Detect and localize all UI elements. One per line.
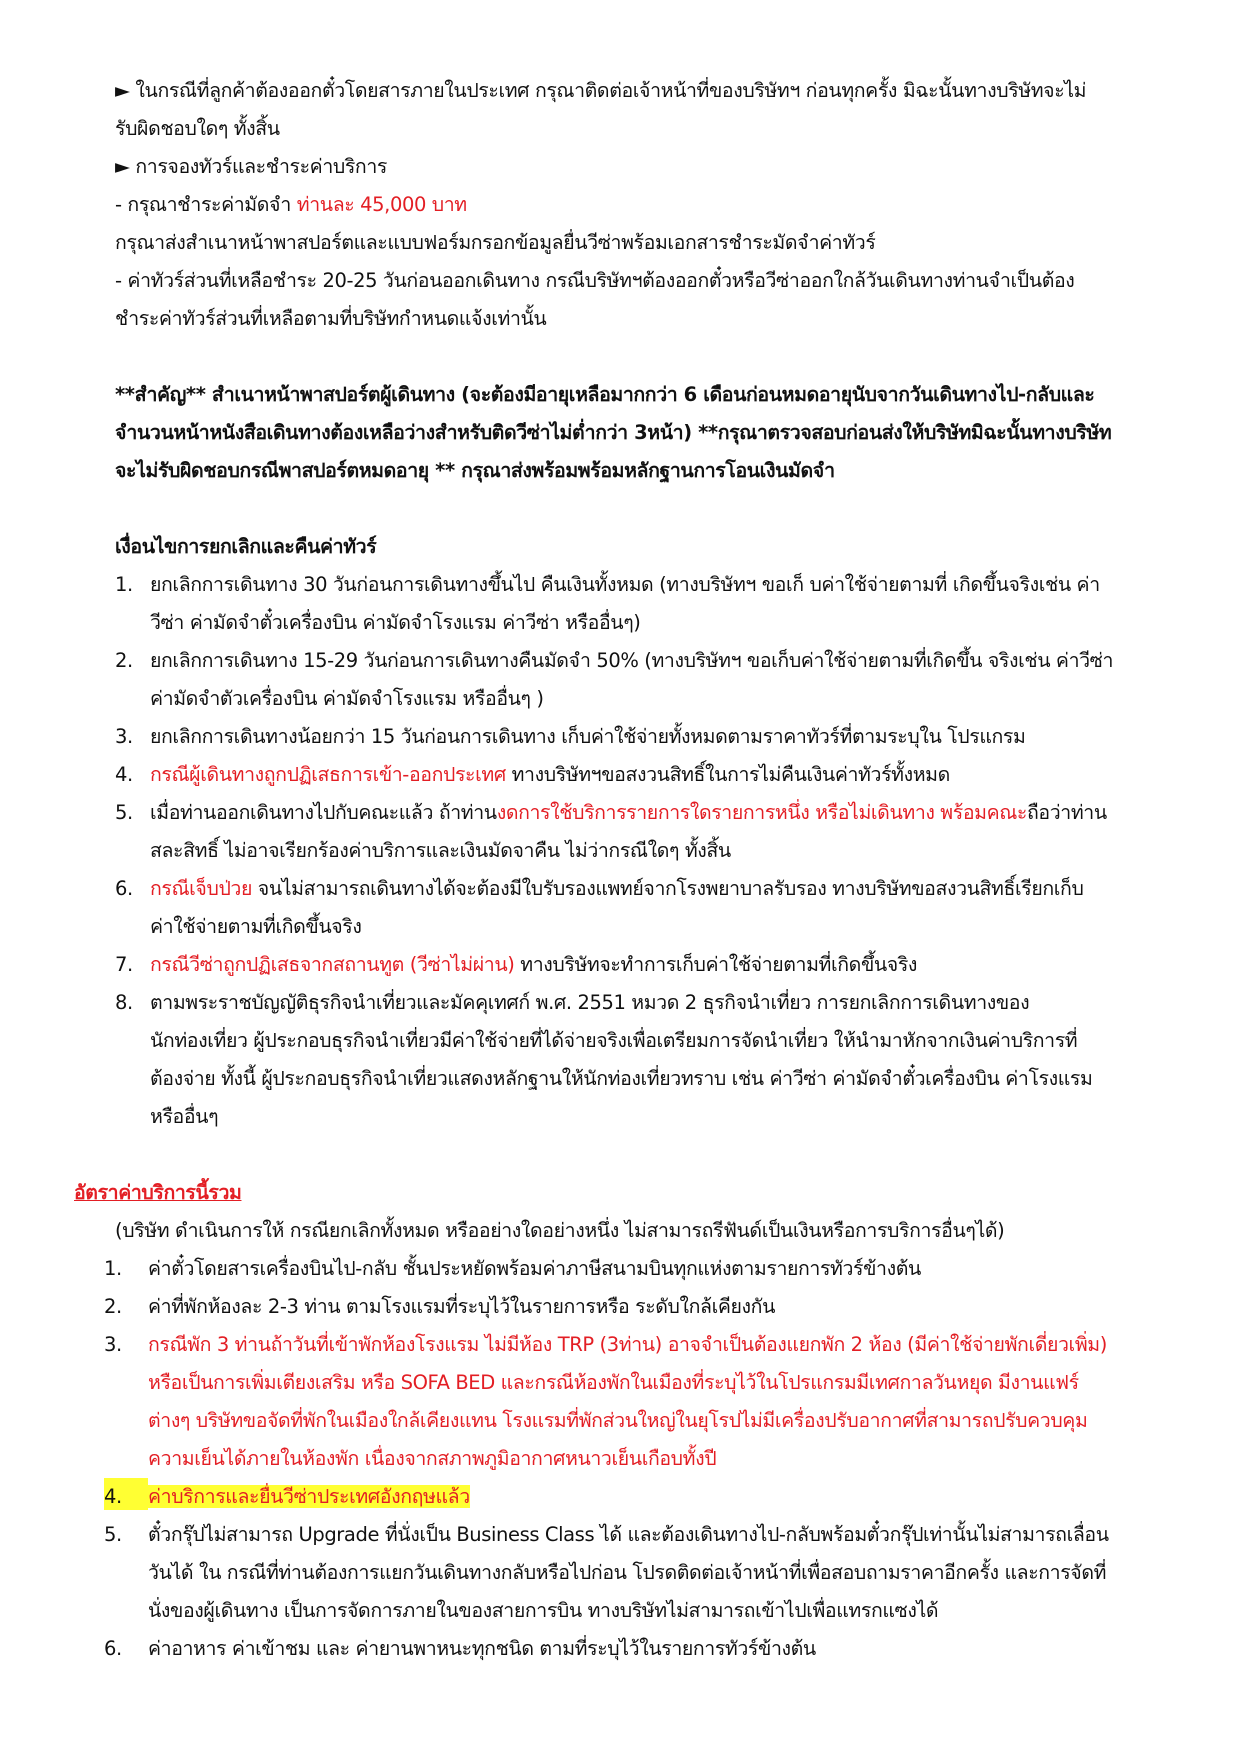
rates-title: อัตราค่าบริการนี้รวม: [74, 1181, 242, 1204]
cancel-item-5-text-a: เมื่อท่านออกเดินทางไปกับคณะแล้ว ถ้าท่าน: [150, 801, 497, 824]
intro-line-5: กรุณาส่งสำเนาหน้าพาสปอร์ตและแบบฟอร์มกรอกข้อมูลยื่นวีซ่าพร้อมเอกสารชำระมัดจำค่าทัวร์: [115, 231, 876, 254]
cancel-item-6-cont: ค่าใช้จ่ายตามที่เกิดขึ้นจริง: [150, 915, 362, 938]
cancel-item-1: ยกเลิกการเดินทาง 30 วันก่อนการเดินทางขึ้นไป คืนเงินทั้งหมด (ทางบริษัทฯ ขอเก็ บค่าใช้จ่ายตามที่ เกิดขึ้นจริงเช่น ค่า: [150, 573, 1100, 596]
booking-heading: ► การจองทัวร์และชำระค่าบริการ: [115, 155, 387, 178]
cancel-num-4: 4.: [115, 763, 133, 786]
intro-line-6: - ค่าทัวร์ส่วนที่เหลือชำระ 20-25 วันก่อนออกเดินทาง กรณีบริษัทฯต้องออกตั๋วหรือวีซ่าออกใกล้วันเดินทางท่านจำเป็นต้อง: [115, 269, 1075, 292]
cancel-title: เงื่อนไขการยกเลิกและคืนค่าทัวร์: [115, 535, 377, 558]
rates-item-5: ตั๋วกรุ๊ปไม่สามารถ Upgrade ที่นั่งเป็น Business Class ได้ และต้องเดินทางไป-กลับพร้อมตั๋วกรุ๊ปเท่านั้นไม่สามารถเลื่อน: [148, 1523, 1109, 1546]
cancel-num-3: 3.: [115, 725, 133, 748]
deposit-line: [115, 186, 467, 224]
rates-item-1: ค่าตั๋วโดยสารเครื่องบินไป-กลับ ชั้นประหยัดพร้อมค่าภาษีสนามบินทุกแห่งตามรายการทัวร์ข้างต้น: [148, 1257, 921, 1280]
cancel-item-8-cont-1: นักท่องเที่ยว ผู้ประกอบธุรกิจนำเที่ยวมีค่าใช้จ่ายที่ได้จ่ายจริงเพื่อเตรียมการจัดนำเที่ยว ให้นำมาหักจากเงินค่าบริการที่: [150, 1029, 1078, 1052]
cancel-item-8: ตามพระราชบัญญัติธุรกิจนำเที่ยวและมัคคุเทศก์ พ.ศ. 2551 หมวด 2 ธุรกิจนำเที่ยว การยกเลิกการเดินทางของ: [150, 991, 1030, 1014]
cancel-item-5-cont: สละสิทธิ์ ไม่อาจเรียกร้องค่าบริการและเงินมัดจาคืน ไม่ว่ากรณีใดๆ ทั้งสิ้น: [150, 839, 731, 862]
rates-item-2: ค่าที่พักห้องละ 2-3 ท่าน ตามโรงแรมที่ระบุไว้ในรายการหรือ ระดับใกล้เคียงกัน: [148, 1295, 775, 1318]
rates-item-6: ค่าอาหาร ค่าเข้าชม และ ค่ายานพาหนะทุกชนิด ตามที่ระบุไว้ในรายการทัวร์ข้างต้น: [148, 1637, 816, 1660]
cancel-item-8-cont-2: ต้องจ่าย ทั้งนี้ ผู้ประกอบธุรกิจนำเที่ยวแสดงหลักฐานให้นักท่องเที่ยวทราบ เช่น ค่าวีซ่า ค่ามัดจำตั๋วเครื่องบิน ค่าโรงแรม: [150, 1067, 1093, 1090]
intro-line-2: รับผิดชอบใดๆ ทั้งสิ้น: [115, 117, 280, 140]
cancel-item-4-text: ทางบริษัทฯขอสงวนสิทธิ์ในการไม่คืนเงินค่าทัวร์ทั้งหมด: [505, 763, 950, 786]
important-line-2: จำนวนหน้าหนังสือเดินทางต้องเหลือว่างสำหรับติดวีซ่าไม่ต่ำกว่า 3หน้า) **กรุณาตรวจสอบก่อนส่งให้บริษัทมิฉะนั้นทางบริษัท: [115, 421, 1112, 444]
cancel-num-7: 7.: [115, 953, 133, 976]
cancel-item-5-highlight: งดการใช้บริการรายการใดรายการหนึ่ง หรือไม่เดินทาง พร้อมคณะ: [496, 801, 1028, 824]
cancel-item-5-text-c: ถือว่าท่าน: [1027, 801, 1107, 824]
important-line-3: จะไม่รับผิดชอบกรณีพาสปอร์ตหมดอายุ ** กรุณาส่งพร้อมพร้อมหลักฐานการโอนเงินมัดจำ: [115, 459, 835, 482]
rates-item-4-highlight: ค่าบริการและยื่นวีซ่าประเทศอังกฤษแล้ว: [148, 1485, 470, 1508]
rates-item-5-cont-1: วันได้ ใน กรณีที่ท่านต้องการแยกวันเดินทางกลับหรือไปก่อน โปรดติดต่อเจ้าหน้าที่เพื่อสอบถามราคาอีกครั้ง และการจัดที่: [148, 1561, 1107, 1584]
rates-num-4: 4.: [104, 1478, 148, 1510]
cancel-item-2: ยกเลิกการเดินทาง 15-29 วันก่อนการเดินทางคืนมัดจำ 50% (ทางบริษัทฯ ขอเก็บค่าใช้จ่ายตามที่เกิดขึ้น จริงเช่น ค่าวีซ่า: [150, 649, 1114, 672]
cancel-item-7-text: ทางบริษัทจะทำการเก็บค่าใช้จ่ายตามที่เกิดขึ้นจริง: [514, 953, 918, 976]
cancel-item-3: ยกเลิกการเดินทางน้อยกว่า 15 วันก่อนการเดินทาง เก็บค่าใช้จ่ายทั้งหมดตามราคาทัวร์ที่ตามระบุใน โปรแกรม: [150, 725, 1026, 748]
rates-num-5: 5.: [104, 1523, 122, 1546]
cancel-item-8-cont-3: หรืออื่นๆ: [150, 1105, 219, 1128]
rates-item-3-cont-3: ความเย็นได้ภายในห้องพัก เนื่องจากสภาพภูมิอากาศหนาวเย็นเกือบทั้งปี: [148, 1447, 717, 1470]
rates-item-3: กรณีพัก 3 ท่านถ้าวันที่เข้าพักห้องโรงแรม ไม่มีห้อง TRP (3ท่าน) อาจจำเป็นต้องแยกพัก 2 ห้อง (มีค่าใช้จ่ายพักเดี่ยวเพิ่ม): [148, 1333, 1107, 1356]
rates-item-5-cont-2: นั่งของผู้เดินทาง เป็นการจัดการภายในของสายการบิน ทางบริษัทไม่สามารถเข้าไปเพื่อแทรกแซงได้: [148, 1599, 939, 1622]
intro-line-7: ชำระค่าทัวร์ส่วนที่เหลือตามที่บริษัทกำหนดแจ้งเท่านั้น: [115, 307, 547, 330]
rates-num-6: 6.: [104, 1637, 122, 1660]
cancel-item-7-highlight: กรณีวีซ่าถูกปฏิเสธจากสถานทูต (วีซ่าไม่ผ่าน): [150, 953, 515, 976]
cancel-item-6: [150, 870, 1083, 908]
rates-note: (บริษัท ดำเนินการให้ กรณียกเลิกทั้งหมด หรืออย่างใดอย่างหนึ่ง ไม่สามารถรีฟันด์เป็นเงินหรือการบริการอื่นๆได้): [115, 1219, 1005, 1242]
important-line-1: **สำคัญ** สำเนาหน้าพาสปอร์ตผู้เดินทาง (จะต้องมีอายุเหลือมากกว่า 6 เดือนก่อนหมดอายุนับจากวันเดินทางไป-กลับและ: [115, 383, 1095, 406]
cancel-item-6-highlight: กรณีเจ็บป่วย: [150, 877, 252, 900]
cancel-num-6: 6.: [115, 877, 133, 900]
cancel-num-5: 5.: [115, 801, 133, 824]
rates-item-3-cont-2: ต่างๆ บริษัทขอจัดที่พักในเมืองใกล้เคียงแทน โรงแรมที่พักส่วนใหญ่ในยุโรปไม่มีเครื่องปรับอากาศที่สามารถปรับควบคุม: [148, 1409, 1088, 1432]
cancel-item-7: [150, 946, 917, 984]
cancel-num-1: 1.: [115, 573, 133, 596]
rates-item-4: [148, 1478, 470, 1516]
cancel-item-1-cont: วีซ่า ค่ามัดจำตั๋วเครื่องบิน ค่ามัดจำโรงแรม ค่าวีซ่า หรืออื่นๆ): [150, 611, 641, 634]
cancel-item-6-text: จนไม่สามารถเดินทางได้จะต้องมีใบรับรองแพทย์จากโรงพยาบาลรับรอง ทางบริษัทขอสงวนสิทธิ์เรียกเก็บ: [252, 877, 1084, 900]
rates-item-3-cont-1: หรือเป็นการเพิ่มเตียงเสริม หรือ SOFA BED และกรณีห้องพักในเมืองที่ระบุไว้ในโปรแกรมมีเทศกาลวันหยุด มีงานแฟร์: [148, 1371, 1079, 1394]
cancel-num-8: 8.: [115, 991, 133, 1014]
rates-num-1: 1.: [104, 1257, 122, 1280]
cancel-num-2: 2.: [115, 649, 133, 672]
deposit-label: - กรุณาชำระค่ามัดจำ: [115, 193, 297, 216]
deposit-amount: ท่านละ 45,000 บาท: [296, 193, 467, 216]
intro-line-1: ► ในกรณีที่ลูกค้าต้องออกตั๋วโดยสารภายในประเทศ กรุณาติดต่อเจ้าหน้าที่ของบริษัทฯ ก่อนทุกครั้ง มิฉะนั้นทางบริษัทจะไม่: [115, 79, 1087, 102]
cancel-item-4: [150, 756, 950, 794]
rates-num-3: 3.: [104, 1333, 122, 1356]
cancel-item-2-cont: ค่ามัดจำตัวเครื่องบิน ค่ามัดจำโรงแรม หรืออื่นๆ ): [150, 687, 544, 710]
cancel-item-4-highlight: กรณีผู้เดินทางถูกปฏิเสธการเข้า-ออกประเทศ: [150, 763, 506, 786]
cancel-item-5: [150, 794, 1107, 832]
rates-num-2: 2.: [104, 1295, 122, 1318]
